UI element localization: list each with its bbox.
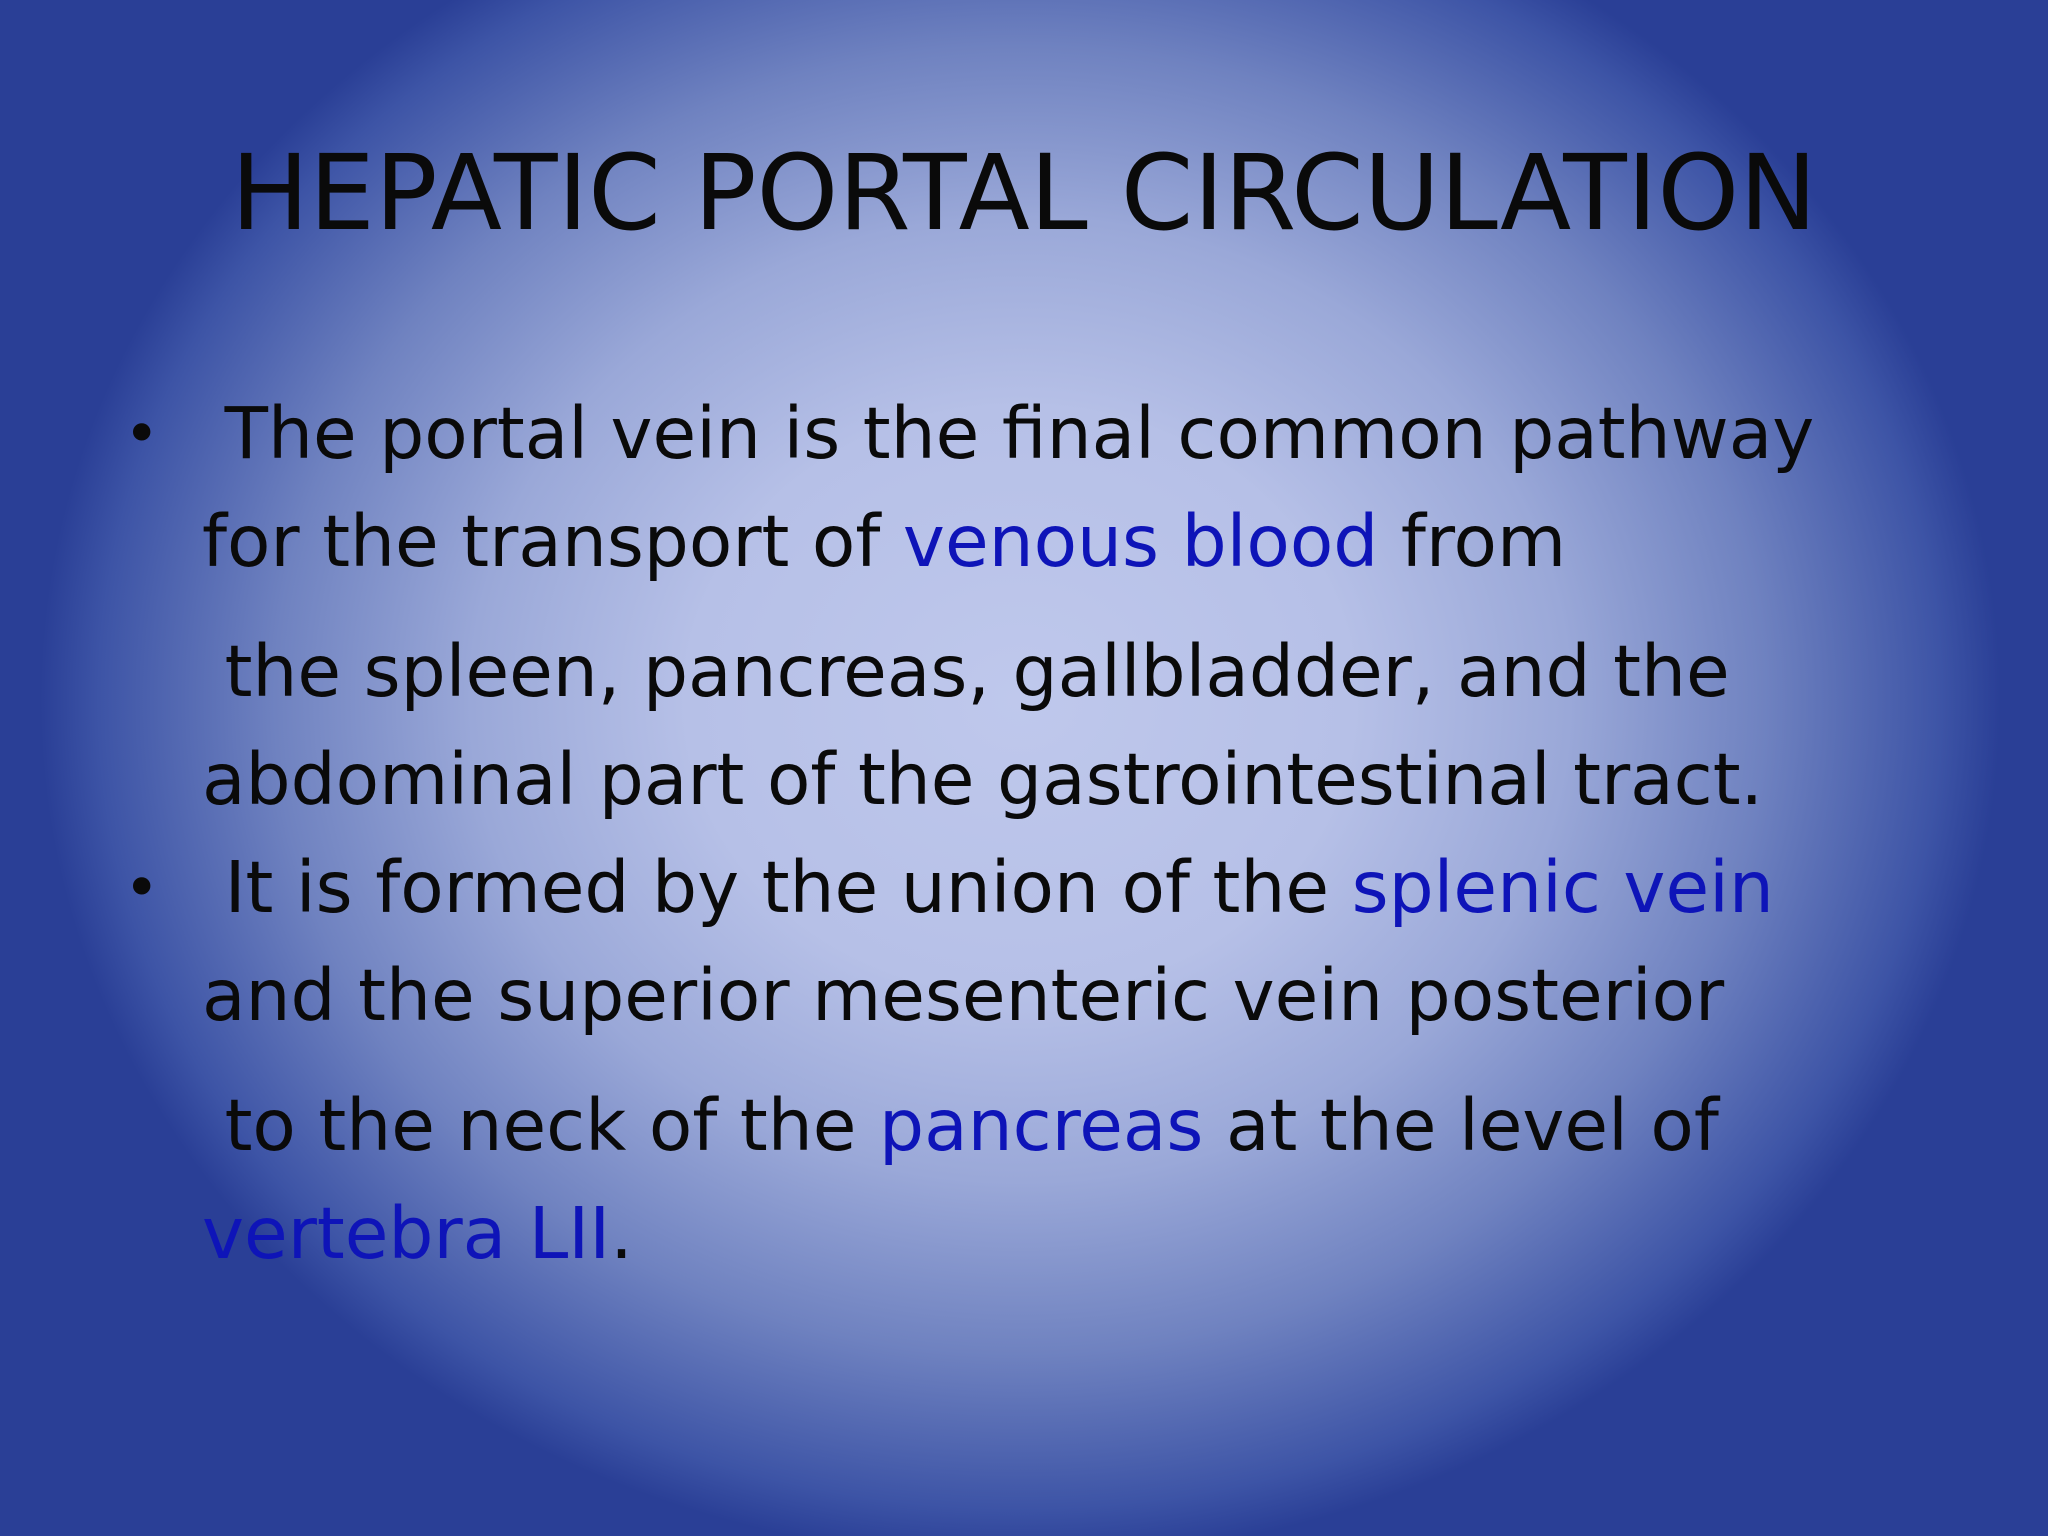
slide-body — [110, 380, 1890, 1288]
highlighted-term: vertebra LII — [202, 1192, 611, 1275]
text-run: from — [1378, 500, 1567, 583]
text-run: at the level of — [1203, 1084, 1719, 1167]
bullet-line — [202, 1072, 1890, 1180]
text-run: The portal vein is the final common pathway — [202, 392, 1815, 475]
text-run: the spleen, pancreas, gallbladder, and the — [202, 630, 1730, 713]
text-run: abdominal part of the gastrointestinal tract. — [202, 738, 1764, 821]
bullet-line — [202, 380, 1890, 488]
text-run: and the superior mesenteric vein posterior — [202, 954, 1725, 1037]
slide-title: HEPATIC PORTAL CIRCULATION — [230, 132, 1818, 254]
bullet-item — [110, 834, 1890, 1288]
text-run: to the neck of the — [202, 1084, 879, 1167]
bullet-line — [202, 1180, 1890, 1288]
text-run: for the transport of — [202, 500, 903, 583]
text-run: It is formed by the union of the — [202, 846, 1352, 929]
bullet-icon: • — [124, 853, 160, 923]
bullet-line — [202, 942, 1890, 1050]
text-run: . — [610, 1192, 633, 1275]
bullet-item — [110, 380, 1890, 834]
bullet-icon: • — [124, 399, 160, 469]
bullet-line — [202, 488, 1890, 596]
highlighted-term: splenic vein — [1351, 846, 1774, 929]
bullet-line — [202, 618, 1890, 726]
highlighted-term: pancreas — [879, 1084, 1204, 1167]
bullet-line — [202, 834, 1890, 942]
bullet-line — [202, 726, 1890, 834]
highlighted-term: venous blood — [902, 500, 1379, 583]
